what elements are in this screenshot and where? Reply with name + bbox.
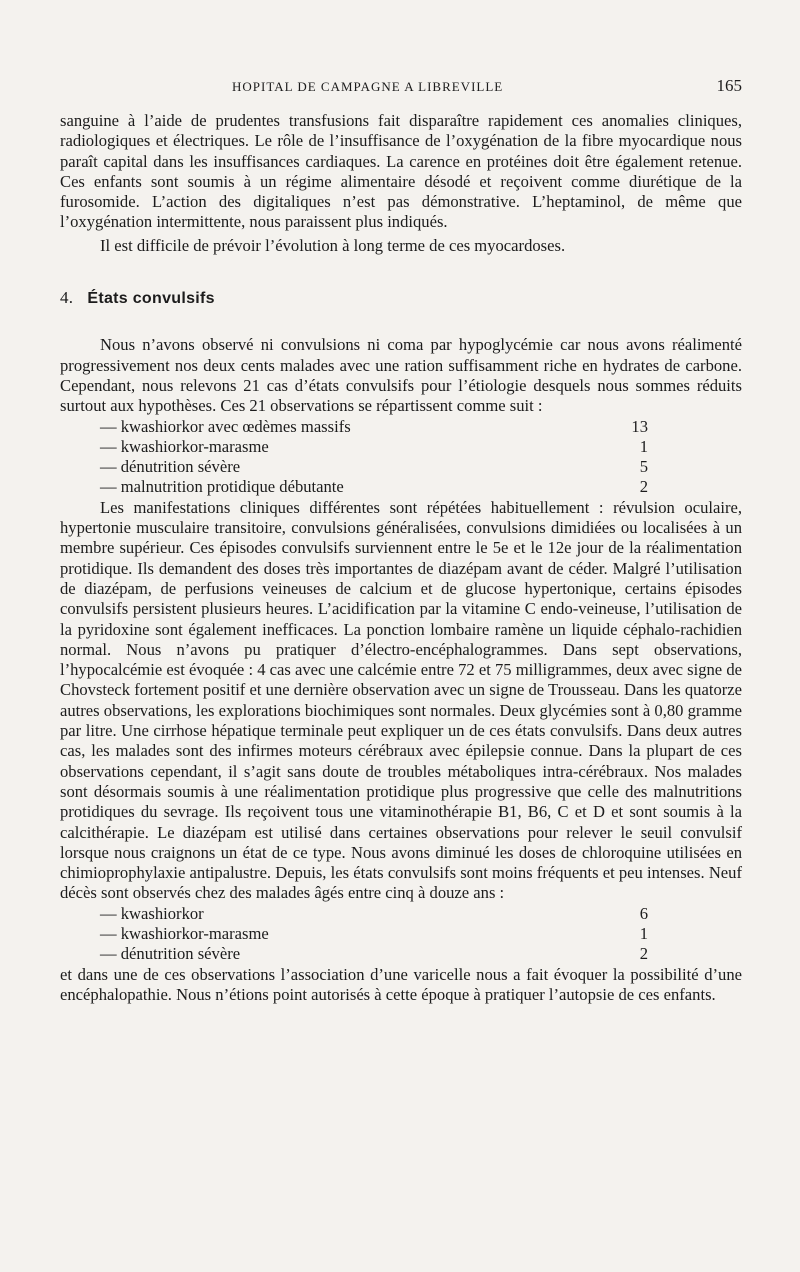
list-item-count: 2 <box>639 477 648 497</box>
list-item <box>60 457 742 477</box>
list-item-label: — dénutrition sévère <box>100 944 241 964</box>
list-item-label: — kwashiorkor-marasme <box>100 923 269 943</box>
page-number: 165 <box>716 76 742 95</box>
page-header <box>60 76 740 100</box>
list-item <box>60 477 742 497</box>
list-item <box>60 904 742 924</box>
paragraph: sanguine à l’aide de prudentes transfusions fait disparaître rapidement ces anomalies cliniques, radiologiques et électriques. Le rôle de l’insuffisance de l’oxygénation de la fibre myocardique nous paraît capital dans les insuffisances cardiaques. La carence en protéines doit être également retenue. Ces enfants sont soumis à un régime alimentaire désodé et reçoivent comme diurétique de la furosomide. L’action des digitaliques n’est pas démonstrative. L’heptaminol, de même que l’oxygénation intermittente, nous paraissent plus indiqués. <box>60 111 742 232</box>
convulsions-list <box>60 417 742 498</box>
section-heading <box>60 288 742 309</box>
list-item-label: — kwashiorkor <box>100 903 204 923</box>
list-item <box>60 437 742 457</box>
body-text <box>60 111 742 1005</box>
list-item <box>60 924 742 944</box>
list-item-label: — kwashiorkor-marasme <box>100 436 269 456</box>
list-item <box>60 417 742 437</box>
list-item <box>60 944 742 964</box>
paragraph: et dans une de ces observations l’association d’une varicelle nous a fait évoquer la possibilité d’une encéphalopathie. Nous n’étions point autorisés à cette époque à pratiquer l’autopsie de ces enfants. <box>60 964 742 1004</box>
list-item-count: 1 <box>639 923 648 943</box>
list-item-count: 5 <box>639 457 648 477</box>
deaths-list <box>60 904 742 965</box>
list-item-label: — malnutrition protidique débutante <box>100 477 344 497</box>
list-item-count: 6 <box>639 903 648 923</box>
section-title: États convulsifs <box>87 290 215 308</box>
paragraph: Il est difficile de prévoir l’évolution à long terme de ces myocardoses. <box>100 235 566 255</box>
section-number: 4. <box>60 288 74 308</box>
list-item-count: 13 <box>631 416 648 436</box>
paragraph: Nous n’avons observé ni convulsions ni coma par hypoglycémie car nous avons réalimenté progressivement nos deux cents malades avec une ration suffisamment riche en hydrates de carbone. Cependant, nous relevons 21 cas d’états convulsifs pour l’étiologie desquels nous sommes réduits surtout aux hypothèses. Ces 21 observations se répartissent comme suit : <box>60 335 742 416</box>
list-item-label: — dénutrition sévère <box>100 457 241 477</box>
running-title: HOPITAL DE CAMPAGNE A LIBREVILLE <box>232 79 504 94</box>
list-item-count: 2 <box>639 944 648 964</box>
list-item-count: 1 <box>639 436 648 456</box>
list-item-label: — kwashiorkor avec œdèmes massifs <box>100 416 351 436</box>
paragraph: Les manifestations cliniques différentes sont répétées habituellement : révulsion oculaire, hypertonie musculaire transitoire, convulsions généralisées, convulsions dimidiées ou localisées à un membre supérieur. Ces épisodes convulsifs surviennent entre le 5e et le 12e jour de la réalimentation protidique. Ils demandent des doses très importantes de diazépam avant de céder. Malgré l’utilisation de diazépam, de perfusions veineuses de calcium et de glucose hypertonique, certains épisodes convulsifs persistent plusieurs heures. L’acidification par la vitamine C endo-veineuse, l’utilisation de la pyridoxine sont également inefficaces. La ponction lombaire ramène un liquide céphalo-rachidien normal. Nous n’avons pu pratiquer d’électro-encéphalogrammes. Dans sept observations, l’hypocalcémie est évoquée : 4 cas avec une calcémie entre 72 et 75 milligrammes, deux avec signe de Chovsteck fortement positif et une dernière observation avec un signe de Trousseau. Dans les quatorze autres observations, les explorations biochimiques sont normales. Deux glycémies sont à 0,80 gramme par litre. Une cirrhose hépatique terminale peut expliquer un de ces états convulsifs. Dans deux autres cas, les malades sont des infirmes moteurs cérébraux avec épilepsie connue. Dans la plupart de ces observations cependant, il s’agit sans doute de troubles métaboliques intra-cérébraux. Nos malades sont désormais soumis à une réalimentation protidique plus progressive que celle des malnutritions protidiques du sevrage. Ils reçoivent tous une vitaminothérapie B1, B6, C et D et sont soumis à la calcithérapie. Le diazépam est utilisé dans certaines observations pour relever le seuil convulsif lorsque nous craignons un état de ce type. Nous avons diminué les doses de chloroquine utilisées en chimioprophylaxie antipalustre. Depuis, les états convulsifs sont moins fréquents et peu intenses. Neuf décès sont observés chez des malades âgés entre cinq à douze ans : <box>60 497 742 903</box>
